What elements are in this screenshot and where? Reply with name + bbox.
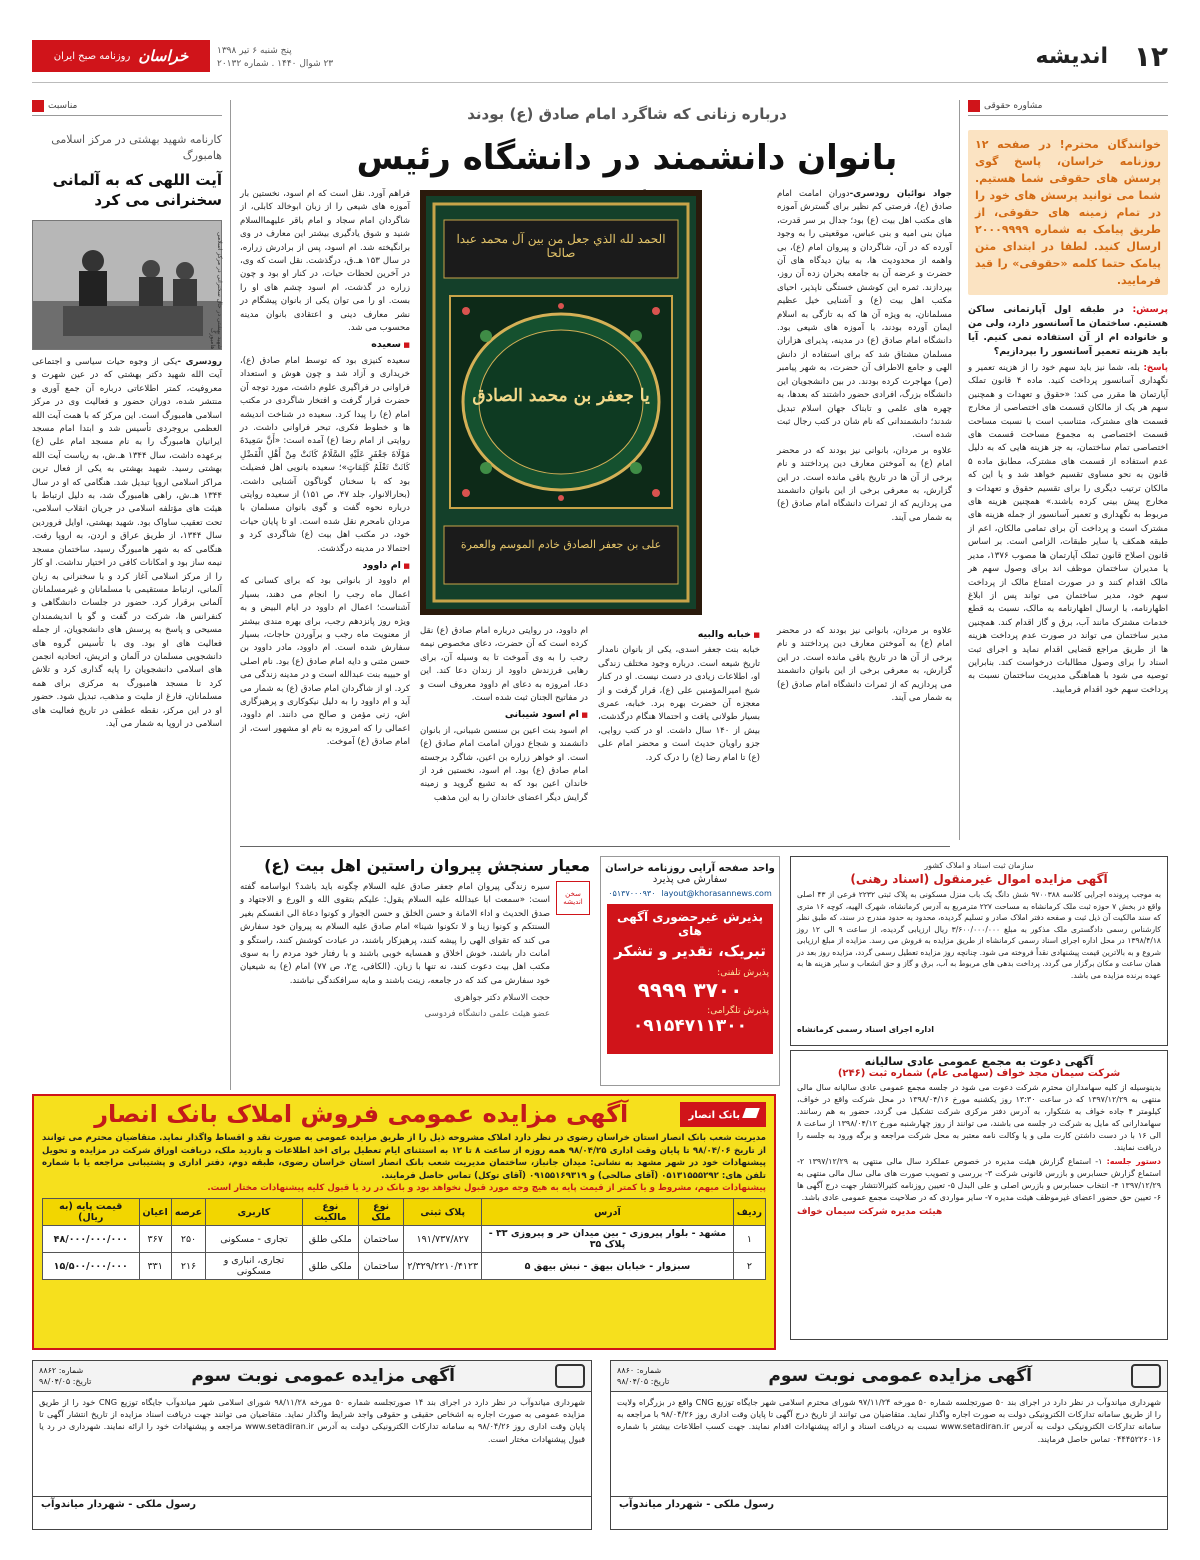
article-col2-p1: فراهم آورد. نقل است که ام اسود، نخستین بار آموزه های شیعی را از زبان ابوخالد کابلی، از شاگردان امام سجاد و امام باقر علیهماالسلام شنید و شوق یادگیری بیشتر این معارف در وی برانگیخته شد. ام اسود، پس از برادرش زراره، در سال ۱۵۳ هـ.ق، درگذشت. نقل است که وی، در آخرین لحظات حیات، در کنار او بود و چون زراره در گذشت، ام اسود چشم های او را بست. او را می توان یکی از بانوان پیشگام در نشر معارف دینی و اعتقادی بانوان مدینه محسوب می شد.	[240, 189, 410, 334]
tag-marker-icon	[968, 100, 980, 112]
cell: ۱	[733, 1226, 765, 1253]
question-text: در طبقه اول آپارتمانی ساکن هستیم. ساختمان ما آسانسور دارد، ولی من و خانواده ام از آن استفاده نمی کنیم. آیا باید هزینه تعمیر آسانسور را بپردازیم؟	[968, 304, 1168, 357]
th-ownership: نوع مالکیت	[302, 1199, 358, 1226]
auction-footer: اداره اجرای اسناد رسمی کرمانشاه	[797, 1025, 934, 1034]
cell: سبزوار - خیابان بیهق - نبش بیهق ۵	[482, 1253, 734, 1280]
promo-phone[interactable]: ۰۵۱۳۷۰۰۰۹۳۰	[608, 889, 656, 898]
cell: ۱۵/۵۰۰/۰۰۰/۰۰۰	[43, 1253, 140, 1280]
bank-ad-note: پیشنهادات مبهم، مشروط و یا کمتر از قیمت پایه به هیچ وجه مورد قبول نخواهد بود و بانک در رد یا قبول کلیه پیشنهادات مختار است.	[207, 1183, 766, 1193]
cell: ساختمان	[358, 1226, 403, 1253]
municipal-left-title: آگهی مزایده عمومی نوبت سوم	[191, 1366, 455, 1386]
municipal-right-number: شماره: ۸۸۶۰	[617, 1366, 662, 1375]
bank-ad	[32, 1094, 776, 1350]
assembly-agenda	[797, 1156, 1161, 1204]
municipal-left-number: شماره: ۸۸۶۲	[39, 1366, 84, 1375]
article-col-1	[777, 188, 952, 628]
municipal-left-meta	[39, 1365, 91, 1387]
promo-phone-big[interactable]: ۳۷۰۰ ۹۹۹۹	[637, 978, 743, 1002]
bank-properties-table	[42, 1198, 766, 1280]
promo-sms-big[interactable]: ۰۹۱۵۴۷۱۱۳۰۰	[632, 1016, 748, 1036]
municipal-left-logo-icon	[555, 1364, 585, 1388]
column-box-body-wrap	[240, 881, 550, 1023]
legal-column	[968, 100, 1168, 840]
date-line-2: ۲۳ شوال ۱۴۴۰ . شماره ۲۰۱۳۲	[217, 59, 334, 69]
municipal-left-date: تاریخ: ۹۸/۰۴/۰۵	[39, 1377, 92, 1386]
image-caption-top: الحمد لله الذي جعل من بين آل محمد عبدا صالحا	[456, 232, 666, 260]
cell: ساختمان	[358, 1253, 403, 1280]
municipal-right-title: آگهی مزایده عمومی نوبت سوم	[768, 1366, 1032, 1386]
cell: ۲۱۶	[171, 1253, 205, 1280]
sidebar-body-text: یکی از وجوه حیات سیاسی و اجتماعی آیت الله شهید دکتر بهشتی که در عین شهرت و معروفیت، کمتر اطلاعاتی درباره آن جمع آوری و منتشر شده، دوران حضور و فعالیت وی در مرکز اسلامی هامبورگ است. این مرکز که با همت آیت الله العظمی بروجردی تأسیس شد و ابتدا امام مسجد ایرانیان هامبورگ را به نام مسجد امام علی (ع) برعهده داشت، سال ۱۳۴۴ هـ.ش، به ریاست آیت الله بهشتی رسید. شهید بهشتی به یکی از فعال ترین مراکز اسلامی اروپا تبدیل شد. هنگامی که او در سال ۱۳۴۴ هـ.ش، راهی هامبورگ شد، به دلیل ارتباط با هیئت های مؤتلفه اسلامی در جریان انقلاب اسلامی، تحت تعقیب ساواک بود. شهید بهشتی، اوایل فروردین سال ۱۳۴۴، از طریق عراق و اردن، به اروپا رفت. هنگامی که به شهر هامبورگ رسید، ساختمان مسجد نیمه ساز بود و امکانات کافی در اختیار نداشت. او کار را از مرکز اسلامی آغاز کرد و با سخنرانی به زبان آلمانی، ارتباط مستقیمی با مسلمانان و غیرمسلمانان آلمانی برقرار کرد. حضور در جلسات دانشگاهی و کنفرانس ها، شرکت در گفت و گو با اندیشمندان مسیحی و پاسخ به پرسش های دانشجویان، از جمله فعالیت های او بود. وی با تأسیس گروه های دانشجویی مسلمان در آلمان و اتریش، اتحادیه انجمن های اسلامی دانشجویان را پایه گذاری کرد و تلاش کرد تا مسجد هامبورگ به مرکزی برای همه مسلمانان، فارغ از ملیت و مذهب، تبدیل شود. حضور او در این مرکز، نقطه عطفی در تاریخ فعالیت های اسلامی در اروپا به شمار می آید.	[32, 357, 222, 729]
bank-logo-text: بانک انصار	[688, 1109, 740, 1121]
promo-banner	[607, 904, 773, 1054]
cell: مشهد - بلوار پیروزی - بین میدان حر و پیروزی ۳۳ - پلاک ۳۵	[482, 1226, 734, 1253]
article-lead	[777, 188, 952, 443]
cell: ۲	[733, 1253, 765, 1280]
cell: ۳۶۷	[139, 1226, 171, 1253]
municipal-ad-right	[610, 1360, 1168, 1530]
image-caption-bottom: على بن جعفر الصادق خادم الموسم والعمرة	[460, 538, 662, 551]
article-kicker: درباره زنانی که شاگرد امام صادق (ع) بودند	[467, 105, 787, 123]
section-title: اندیشه	[1035, 44, 1108, 69]
municipal-right-meta	[617, 1365, 669, 1387]
legal-intro-box	[968, 130, 1168, 295]
table-header-row	[43, 1199, 766, 1226]
assembly-agenda-text: ۱- استماع گزارش هیئت مدیره در خصوص عملکرد سال مالی منتهی به ۱۳۹۷/۱۲/۲۹ ۲- استماع گزارش حسابرس و بازرس قانونی شرکت ۳- بررسی و تصویب صورت های مالی سال مالی منتهی به ۱۳۹۷/۱۲/۲۹ ۴- انتخاب حسابرس و بازرس اصلی و علی البدل ۵- تعیین روزنامه کثیرالانتشار جهت درج آگهی ها ۶- تعیین حق حضور اعضای غیرموظف هیئت مدیره ۷- سایر مواردی که در صلاحیت مجمع عمومی عادی باشد.	[797, 1157, 1162, 1202]
cell: ۴۸/۰۰۰/۰۰۰/۰۰۰	[43, 1226, 140, 1253]
bank-ad-body: مدیریت شعب بانک انصار استان خراسان رضوی در نظر دارد املاک مشروحه ذیل را از طریق مزایده عمومی به صورت نقد و اقساط واگذار نماید. متقاضیان محترم می توانند از تاریخ ۹۸/۰۴/۰۶ تا پایان وقت اداری ۹۸/۰۴/۲۵ همه روزه از ساعت ۸ تا ۱۲ به استثنای ایام تعطیل برای اخذ اطلاعات و بازدید ملک، دریافت اوراق شرکت در مزایده و تحویل پیشنهادات خود در شهر مشهد به نشانی: میدان جانباز، ساختمان مدیریت شعب بانک انصار استان خراسان رضوی، طبقه دوم، دفتر اداری و پشتیبانی مراجعه یا با شماره تلفن های: ۰۵۱۳۱۵۵۵۲۹۲ (آقای صالحی) و ۰۹۱۵۵۱۶۹۳۱۹ (آقای توکل) تماس حاصل فرمایند.	[42, 1133, 766, 1181]
th-usage: کاربری	[206, 1199, 303, 1226]
auction-body: به موجب پرونده اجرایی کلاسه ۹۷۰۰۳۸۸ شش دانگ یک باب منزل مسکونی به پلاک ثبتی ۲۲۳۲ فرعی از ۴۳ اصلی واقع در بخش ۷ حوزه ثبت ملک کرمانشاه به مساحت ۲۲۷ مترمربع به آدرس کرمانشاه، شهرک الهیه، کوچه ۱۶ متری که سند مالکیت آن ذیل ثبت و صفحه دفتر املاک صادر و تسلیم گردیده، محدود به حدود مندرج در سند، که طبق نظر کارشناس رسمی دادگستری ملک مذکور به مبلغ ۳/۶۰۰/۰۰۰/۰۰۰ ریال ارزیابی گردیده، از ساعت ۹ الی ۱۲ روز ۱۳۹۸/۴/۱۸ در محل اداره اجرای اسناد رسمی کرمانشاه از طریق مزایده به فروش می رسد. مزایده از مبلغ ارزیابی شروع و به بالاترین قیمت پیشنهادی نقداً فروخته می شود. چنانچه روز مزایده تعطیل رسمی گردد، مزایده روز بعد در همان ساعت و مکان برگزار می گردد. پرداخت بدهی های مربوط به آب، برق و گاز و حق انشعاب و سایر هزینه ها به عهده برنده مزایده می باشد.	[797, 890, 1161, 980]
th-area: عرصه	[171, 1199, 205, 1226]
th-address: آدرس	[482, 1199, 734, 1226]
sidebar-tag: مناسبت	[48, 101, 78, 111]
answer-label: پاسخ:	[1143, 363, 1168, 373]
article-col-c-p1: ام داوود، در روایتی درباره امام صادق (ع) نقل کرده است که آن حضرت، دعای مخصوص نیمه رجب را به وی آموخت تا به وسیله آن، برای رهایی فرزندش داوود از زندان دعا کند. این دعا، امروزه به دعای ام داوود معروف است و در مفاتیح الجنان ثبت شده است.	[420, 626, 588, 704]
promo-head-1: واحد صفحه آرایی روزنامه خراسان	[605, 863, 775, 874]
cell: ملکی طلق	[302, 1253, 358, 1280]
auction-movable-ad	[790, 856, 1168, 1046]
auction-org: سازمان ثبت اسناد و املاک کشور	[924, 861, 1034, 870]
auction-title: آگهی مزایده اموال غیرمنقول (اسناد رهنی)	[850, 872, 1108, 886]
article-col-c-p2: خبابه بنت جعفر اسدی، یکی از بانوان نامدار تاریخ شیعه است. درباره وجود مختلف زندگی او، اطلاعات زیادی در دست نیست. او در کنار شیخ امیرالمؤمنین علی (ع)، قرار گرفت و از معجزه آن حضرت بهره برد. خبابه، عمری بسیار طولانی یافت و احتمالا هنگام درگذشت، بیش از ۱۴۰ سال داشت. او در کتب روایی، جزو راویان حدیث است و محضر امام علی (ع) تا امام رضا (ع) را درک کرد.	[598, 645, 760, 763]
municipal-left-footer: رسول ملکی - شهردار میاندوآب	[33, 1496, 591, 1512]
th-building: اعیان	[139, 1199, 171, 1226]
cell: ۳۳۱	[139, 1253, 171, 1280]
assembly-company: شرکت سیمان مجد خواف (سهامی عام) شماره ثبت (۲۴۶)	[837, 1068, 1121, 1079]
promo-banner-1: پذیرش غیرحضوری آگهی های	[617, 910, 763, 938]
bank-logo-icon	[742, 1108, 760, 1118]
legal-tag-bar	[968, 100, 1168, 116]
answer-text: بله، شما نیز باید سهم خود را از هزینه تعمیر و نگهداری آسانسور پرداخت کنید. ماده ۴ قانون تملک آپارتمان ها مقرر می کند: «حقوق و تعهدات و همچنین سهم هر یک از مالکان قسمت های اختصاصی از مخارج قسمت های مشترک، متناسب است با نسبت مساحت قسمت اختصاصی به مجموع مساحت قسمت های اختصاصی تمام ساختمان، به جز هزینه هایی که به دلیل عدم استفاده از قسمت های مشترک، مطابق ماده ۵ قانون به نحو مساوی تقسیم خواهد شد و یا این که مالکان ترتیب دیگری را برای تقسیم حقوق و تعهدات و مخارج پیش بینی کرده باشند.» همچنین هزینه های مربوط به نگهداری و تعمیر آسانسور از جمله هزینه های مشترک است و پرداخت آن برای تمامی مالکان، اعم از طبقه همکف یا سایر طبقات، الزامی است. بر اساس قانون اصلاح قانون تملک آپارتمان ها مصوب ۱۳۷۶، مدیر یا مدیران ساختمان موظف اند برای وصول سهم هر مالک اقدام کنند و در صورت امتناع مالک از پرداخت سهم خود، مدیر ساختمان می تواند پس از ابلاغ اظهارنامه، با ارسال اظهارنامه به مالک، نسبت به قطع خدمات مشترک مانند آب، برق و گاز اقدام کند. همچنین مدیر ساختمان می تواند در صورت عدم پرداخت هزینه ها از طریق مراجع قضایی اقدام نماید و اجرای ثبت اسناد را برای وصول مطالبات درخواست کند. بنابراین توصیه می شود با هماهنگی مدیریت ساختمان نسبت به پرداخت سهم خود اقدام فرمایید.	[968, 363, 1168, 695]
subhead-shaybani: ■ ام اسود شیبانی	[420, 708, 588, 722]
sidebar-kicker: کارنامه شهید بهشتی در مرکز اسلامی هامبورگ	[51, 133, 222, 162]
article-col-b2	[598, 625, 760, 835]
municipal-ad-left	[32, 1360, 592, 1530]
speaker-photo-illustration	[33, 221, 221, 349]
art-bottom-band	[444, 526, 678, 584]
column-box-author: حجت الاسلام دکتر جواهری	[454, 993, 550, 1004]
article-col1-cont: علاوه بر مردان، بانوانی نیز بودند که در محضر امام (ع) به آموختن معارف دین پرداختند و نام برخی از آن ها در تاریخ باقی مانده است. در این گزارش، به معرفی برخی از این بانوان دانشمند می پردازیم که از ثمرات دانشگاه امام صادق (ع) به شمار می آیند.	[777, 626, 952, 704]
column-box-body: سیره زندگی پیروان امام جعفر صادق علیه السلام چگونه باید باشد؟ ابواسامه گفته است: «سمعت ابا عبدالله علیه السلام یقول: علیکم بتقوی الله و الورع و الاجتهاد و صدق الحدیث و اداء الامانة و حسن الخلق و حسن الجوار و کونوا دعاة الی انفسکم بغیر السنتکم و کونوا زینا و لا تکونوا شینا» امام صادق علیه السلام به پیروان خود سفارش می کند که تقوای الهی را پیشه کنند، پرهیزکار باشند، در عبادت کوشش کنند، راستگو و امانت دار باشند، خوش اخلاق و همسایه خوبی باشند و با رفتار خود مردم را به سوی مکتب اهل بیت دعوت کنند، نه تنها با زبان. (الکافی، ج۲، ص ۷۷) امام (ع) به شیعیان خود سفارش می کند که در جامعه، زینت باشند و مایه سرافکندگی نباشند.	[240, 882, 550, 986]
subhead-umm-dawood: ■ ام داوود	[240, 559, 410, 573]
bank-logo	[680, 1102, 766, 1127]
photo-caption: شهید بهشتی در حال سخنرانی در مرکز اسلامی هامبورگ	[209, 231, 223, 349]
article-col2-p2: سعیده کنیزی بود که توسط امام صادق (ع)، خریداری و آزاد شد و چون هوش و استعداد فراوانی در فراگیری علوم داشت، مورد توجه آن حضرت قرار گرفت و افتخار شاگردی در مکتب امام (ع) را پیدا کرد. سعیده در شناخت اندیشه ها و خطوط فکری، تبحر فراوانی داشت. در روایتی از امام رضا (ع) آمده است: «أَنَّ سَعِیدَةَ مَوْلَاةَ جَعْفَرٍ عَلَیْهِ السَّلَامُ کَانَتْ مِنْ أَهْلِ الْفَضْلِ کَانَتْ تَعْلَمُ کَلِمَاتٍ»؛ سعیده بانویی اهل فضیلت بود که با سخنان گوناگون آشنایی داشت. (بحارالانوار، جلد ۴۷، ص ۱۵۱) از سعیده روایتی درباره نحوه گفت و گوی بانوان مسلمان با مردان نامحرم نقل شده است. او تا پایان حیات خود، در مکتب اهل بیت (ع) شاگردی کرد و احتمالا در مدینه درگذشت.	[240, 355, 411, 554]
cell: ۲/۳۲۹/۲۲۱۰/۴۱۲۳	[404, 1253, 482, 1280]
sidebar	[32, 100, 222, 1090]
article-col1-p1: دوران امامت امام صادق (ع)، فرصتی کم نظیر برای گسترش آموزه های مکتب اهل بیت (ع) بود؛ جدال بر سر قدرت، میان بنی امیه و بنی عباس، موقعیتی را به وجود آورده که در آن، شاگردان و پیروان امام (ع)، بی واهمه از محدودیت ها، به بیان دیدگاه های آن حضرت و عرضه آن به جامعه بحران زده آن روز، بپردازند. ثمره این کوشش خستگی ناپذیر، احیای مکتب اهل بیت (ع) و آشنایی خیل عظیم مسلمانان، به ویژه آن ها که به تازگی به اسلام ایمان آورده بودند، با آموزه های شیعی بود. دانشگاه امام صادق (ع) در مدینه، پذیرای هزاران مسلمان مشتاق شد که برای استفاده از دانش الهی و جامع الاطراف آن حضرت، به شهر پیامبر (ص) مهاجرت کرده بودند. در بین دانشجویان این دانشگاه بزرگ، افرادی حضور داشتند که بعدها، به چهره های علمی و تابناک جهان اسلام تبدیل شدند؛ دانشمندانی که نام شان در کتب رجال ثبت شده است.	[777, 189, 952, 441]
bank-ad-title: آگهی مزایده عمومی فروش املاک بانک انصار	[94, 1100, 629, 1128]
cell: تجاری، انباری و مسکونی	[206, 1253, 303, 1280]
date-line-1: پنج شنبه ۶ تیر ۱۳۹۸	[217, 46, 292, 56]
municipal-left-body: شهرداری میاندوآب در نظر دارد در اجرای بند ۱۴ صورتجلسه شماره ۵۰ مورخه ۹۸/۱۱/۲۸ شورای اسلامی شهر میاندوآب جایگاه توزیع CNG خود را از طریق مزایده عمومی به صورت اجاره به اشخاص حقیقی و حقوقی واجد شرایط واگذار نماید. متقاضیان می توانند جهت دریافت اسناد مزایده از تاریخ انتشار آگهی تا پایان وقت اداری روز ۹۸/۰۴/۲۶ به سامانه تدارکات الکترونیکی دولت به آدرس www.setadiran.ir مراجعه و پیشنهادات خود را ارائه نمایند. شهرداری در رد یا قبول پیشنهادات مختار است.	[39, 1397, 586, 1444]
promo-email[interactable]: layout@khorasannews.com	[661, 889, 772, 898]
assembly-footer: هیئت مدیره شرکت سیمان خواف	[797, 1207, 943, 1217]
column-box-rule	[240, 846, 950, 847]
question-label: پرسش:	[1132, 304, 1169, 315]
cell: ۲۵۰	[171, 1226, 205, 1253]
cell: ۱۹۱/۷۳۷/۸۲۷	[404, 1226, 482, 1253]
th-price: قیمت پایه (به ریال)	[43, 1199, 140, 1226]
assembly-agenda-label: دستور جلسه:	[1106, 1157, 1162, 1166]
th-row: ردیف	[733, 1199, 765, 1226]
legal-divider	[959, 100, 960, 840]
image-title: یا جعفر بن محمد الصادق	[472, 386, 650, 406]
municipal-right-header	[611, 1361, 1167, 1392]
th-plaque: پلاک ثبتی	[404, 1199, 482, 1226]
page-number: ۱۲	[1133, 40, 1168, 73]
page-header	[32, 40, 1168, 76]
legal-intro: خوانندگان محترم! در صفحه ۱۲ روزنامه خراسان، پاسخ گوی پرسش های حقوقی شما هستیم. شما می توانید پرسش های خود را در تمام زمینه های حقوقی، از طریق پیامک به شماره ۲۰۰۰۹۹۹۹ ارسال کنید. لطفا در ابتدای متن پیامک حتما کلمه «حقوقی» را قید فرمایید.	[975, 138, 1161, 287]
sidebar-divider	[230, 100, 231, 1090]
article-col-c-p3: ام اسود بنت اعین بن سنسن شیبانی، از بانوان دانشمند و شجاع دوران امامت امام صادق (ع) است. او خواهر زراره بن اعین، شاگرد برجسته امام صادق (ع) بود. ام اسود، نخستین فرد از خاندان اعین بود که به تشیع گروید و زمینه گرایش دیگر اعضای خاندان را به این مذهب	[420, 725, 588, 803]
sidebar-lead: رودسری -	[177, 357, 222, 367]
column-box-author-role: عضو هیئت علمی دانشگاه فردوسی	[424, 1008, 550, 1019]
sidebar-body	[32, 356, 222, 731]
municipal-right-body: شهرداری میاندوآب در نظر دارد در اجرای بند ۵۰ صورتجلسه شماره ۵۰ مورخه ۹۷/۱۱/۲۴ شورای محترم اسلامی شهر جایگاه توزیع CNG واقع در بزرگراه ولایت را از طریق سامانه تدارکات الکترونیکی دولت به صورت اجاره واگذار نماید. متقاضیان می توانند از تاریخ درج آگهی تا پایان وقت اداری روز ۹۸/۰۴/۲۶ با مراجعه به سامانه تدارکات الکترونیکی دولت به آدرس www.setadiran.ir نسبت به دریافت اسناد و ارائه پیشنهادات اقدام نمایند. جهت کسب اطلاعات بیشتر با شماره ۰۴۴۴۵۲۲۶۰۱۶ تماس حاصل فرمایند.	[617, 1397, 1162, 1444]
promo-contact-row	[601, 889, 779, 898]
sidebar-paragraph	[32, 356, 222, 731]
sidebar-photo	[32, 220, 222, 350]
assembly-title: آگهی دعوت به مجمع عمومی عادی سالیانه	[864, 1055, 1094, 1068]
column-box-title: معیار سنجش پیروان راستین اهل بیت (ع)	[264, 856, 590, 875]
article-col1-p2: علاوه بر مردان، بانوانی نیز بودند که در محضر امام (ع) به آموختن معارف دین پرداختند و نام برخی از آن ها در تاریخ باقی مانده است. در این گزارش، به معرفی برخی از این بانوان دانشمند می پردازیم که از ثمرات دانشگاه امام صادق (ع) به شمار می آیند.	[777, 445, 952, 523]
promo-sms-label: پذیرش تلگرامی:	[707, 1006, 769, 1016]
legal-answer-block	[968, 362, 1168, 697]
column-box-tag	[556, 881, 590, 915]
article-col-2	[240, 188, 410, 833]
tag-marker-icon	[32, 100, 44, 112]
legal-tag: مشاوره حقوقی	[984, 101, 1043, 111]
cell: ملکی طلق	[302, 1226, 358, 1253]
assembly-body: بدینوسیله از کلیه سهامداران محترم شرکت دعوت می شود در جلسه مجمع عمومی عادی سالیانه سال مالی منتهی به ۱۳۹۷/۱۲/۲۹ که در ساعت ۱۳:۳۰ روز یکشنبه مورخ ۱۳۹۸/۰۴/۱۶ در محل شرکت واقع در خواف، کیلومتر ۴ جاده خواف به شتکوار، به آدرس دفتر مرکزی شرکت تشکیل می گردد، حضور به هم رسانند. سهامدارانی که مایل به شرکت در جلسه می باشند، می توانند از روز چهارشنبه مورخ ۱۳۹۸/۰۴/۱۲ از ساعت ۸ الی ۱۶ با در دست داشتن کارت ملی و یا وکالت نامه معتبر به محل شرکت مراجعه و برگه ورود به جلسه را دریافت نمایند.	[797, 1083, 1161, 1152]
legal-qa	[968, 303, 1168, 697]
municipal-right-footer: رسول ملکی - شهردار میاندوآب	[611, 1496, 1167, 1512]
header-rule	[32, 82, 1168, 83]
promo-phone-label: پذیرش تلفنی:	[717, 968, 769, 978]
article-col-b1	[777, 625, 952, 835]
sidebar-title: آیت اللهی که به آلمانی سخنرانی می کرد	[52, 171, 222, 209]
bank-ad-header	[42, 1100, 766, 1128]
promo-head-2: سفارش می پذیرد	[652, 874, 728, 885]
column-box-tag-text: سخن اندیشه	[563, 890, 583, 906]
legal-question-block	[968, 303, 1168, 359]
table-row	[43, 1253, 766, 1280]
brand-name: خراسان	[138, 47, 189, 65]
municipal-right-logo-icon	[1131, 1364, 1161, 1388]
article-title: بانوان دانشمند در دانشگاه رئیس	[356, 138, 898, 178]
cell: تجاری - مسکونی	[206, 1226, 303, 1253]
sidebar-tag-bar	[32, 100, 222, 116]
th-type: نوع ملک	[358, 1199, 403, 1226]
article-author: جواد نوائیان رودسری-	[849, 189, 952, 199]
article-col-b3	[420, 625, 588, 835]
table-row	[43, 1226, 766, 1253]
brand-box	[32, 40, 210, 72]
subhead-saeedeh: ■ سعیده	[240, 338, 410, 352]
article-col2-p3: ام داوود از بانوانی بود که برای کسانی که اعمال ماه رجب را انجام می دهند، بسیار آشناست؛ اعمال ام داوود در ایام البیض و به ویژه روز پانزدهم رجب، برای بهره مندی بیشتر از معنویت ماه رجب و برآوردن حاجات، بسیار سفارش شده است. ام داوود، مادر داوود بن حسن مثنی و دایه امام صادق (ع) بود. نام اصلی او حبیبه بنت عبدالله است و در مدینه زندگی می کرد. او از شاگردان امام صادق (ع) به شمار می آید و ام داوود را به دلیل نیکوکاری و پرهیزگاری اش، زنی مؤمن و صالح می دانند. ام داوود، اعمالی را که امروزه به نام او مشهور است، از امام صادق (ع) آموخت.	[240, 576, 410, 748]
municipal-left-header	[33, 1361, 591, 1392]
municipal-right-date: تاریخ: ۹۸/۰۴/۰۵	[617, 1377, 670, 1386]
promo-ad	[600, 856, 780, 1086]
article-image	[420, 190, 702, 615]
column-box	[240, 856, 590, 1086]
promo-banner-2: تبریک، تقدیر و تشکر	[614, 942, 766, 960]
brand-tagline: روزنامه صبح ایران	[53, 50, 131, 62]
assembly-ad	[790, 1050, 1168, 1340]
subhead-khabbaba: ■ خبابه والبیه	[598, 628, 760, 642]
